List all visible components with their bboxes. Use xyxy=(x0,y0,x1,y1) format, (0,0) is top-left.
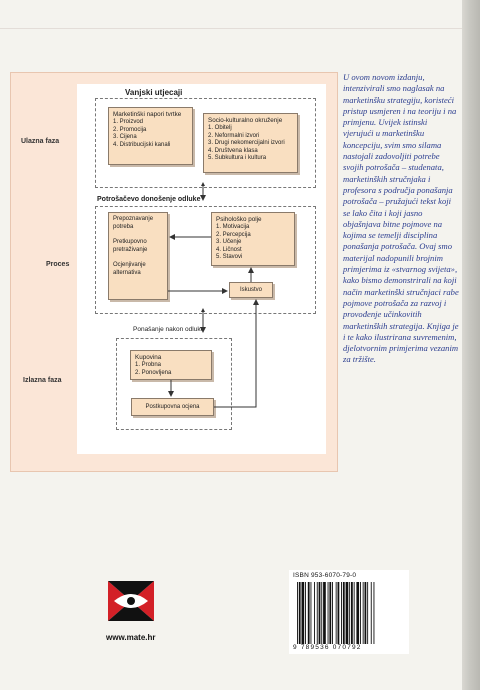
socio-cultural-box xyxy=(203,113,298,173)
purchase-item: 2. Ponovljena xyxy=(135,369,172,376)
psych-item: 5. Stavovi xyxy=(216,254,243,261)
external-influences-title: Vanjski utjecaji xyxy=(125,88,183,97)
step-evaluation: Ocjenjivanje alternativa xyxy=(113,262,146,276)
socio-item: 3. Drugi nekomercijalni izvori xyxy=(208,140,285,147)
marketing-efforts-box xyxy=(108,107,193,165)
decision-process-title: Potrošačevo donošenje odluke xyxy=(97,196,201,203)
psychological-field-box xyxy=(211,212,295,266)
phase-process-label: Proces xyxy=(46,261,70,268)
marketing-item: 4. Distribucijski kanali xyxy=(113,141,171,148)
psych-item: 1. Motivacija xyxy=(216,224,250,231)
publisher-website[interactable]: www.mate.hr xyxy=(106,633,156,642)
post-purchase-evaluation-label: Postkupovna ocjena xyxy=(145,404,200,410)
purchase-box xyxy=(130,350,212,380)
psych-item: 2. Percepcija xyxy=(216,231,251,238)
socio-item: 5. Subkultura i kultura xyxy=(208,155,267,162)
phase-output-label: Izlazna faza xyxy=(23,377,62,384)
marketing-efforts-head: Marketinški napori tvrtke xyxy=(113,111,182,118)
experience-label: Iskustvo xyxy=(239,287,262,293)
step-pre-purchase-search: Pretkupovno pretraživanje xyxy=(113,239,148,253)
isbn-number: ISBN 953-6070-79-0 xyxy=(293,572,357,579)
ean-number: 9 789536 070792 xyxy=(293,644,362,651)
socio-item: 1. Obitelj xyxy=(208,125,232,132)
phase-input-label: Ulazna faza xyxy=(21,138,60,145)
post-decision-title: Ponašanje nakon odluke xyxy=(133,326,205,333)
marketing-item: 3. Cijena xyxy=(113,134,137,141)
book-spine-edge xyxy=(462,0,480,690)
barcode-icon xyxy=(297,582,403,644)
marketing-item: 1. Proizvod xyxy=(113,119,144,126)
purchase-item: 1. Probna xyxy=(135,362,162,369)
psych-item: 3. Učenje xyxy=(216,239,242,246)
purchase-head: Kupovina xyxy=(135,354,162,361)
post-purchase-evaluation-box xyxy=(131,398,214,416)
psychological-field-head: Psihološko polje xyxy=(216,216,262,223)
decision-steps-box xyxy=(108,212,168,300)
barcode-area xyxy=(289,570,409,654)
socio-item: 2. Neformalni izvori xyxy=(208,132,260,139)
psych-item: 4. Ličnost xyxy=(216,246,242,253)
experience-box xyxy=(229,282,273,298)
socio-item: 4. Društvena klasa xyxy=(208,147,258,154)
publisher-logo-icon xyxy=(108,575,154,627)
top-rule xyxy=(0,28,462,29)
back-cover-blurb: U ovom novom izdanju, intenzivirali smo naglasak na marketinšku strategiju, koristeći pristup usmjeren i na teoriju i na primjenu. Uvijek istinski vjerujući u marketinšku koncepciju, svim smo silama nastojali zadovoljiti potrebe svojih potrošača – studenata, marketinških stručnjaka i profesora s područja ponašanja potrošača – pružajući tekst koji se lako čita i koji jasno objašnjava bitne pojmove na kojima se temelji disciplina ponašanja potrošača. Ovaj smo materijal nadopunili brojnim primjerima iz «stvarnog svijeta», kako bismo demonstrirali na koji način marketinški stručnjaci rabe pojmove potrošača za razvoj i provođenje učinkovitih marketinških strategija. Knjiga je i te kako ilustrirana suvremenim, djelotvornim primjerima vezanim za tržište. xyxy=(343,72,459,365)
step-need-recognition: Prepoznavanje potreba xyxy=(113,216,154,230)
socio-cultural-head: Socio-kulturalno okruženje xyxy=(208,117,283,124)
marketing-item: 2. Promocija xyxy=(113,126,147,133)
